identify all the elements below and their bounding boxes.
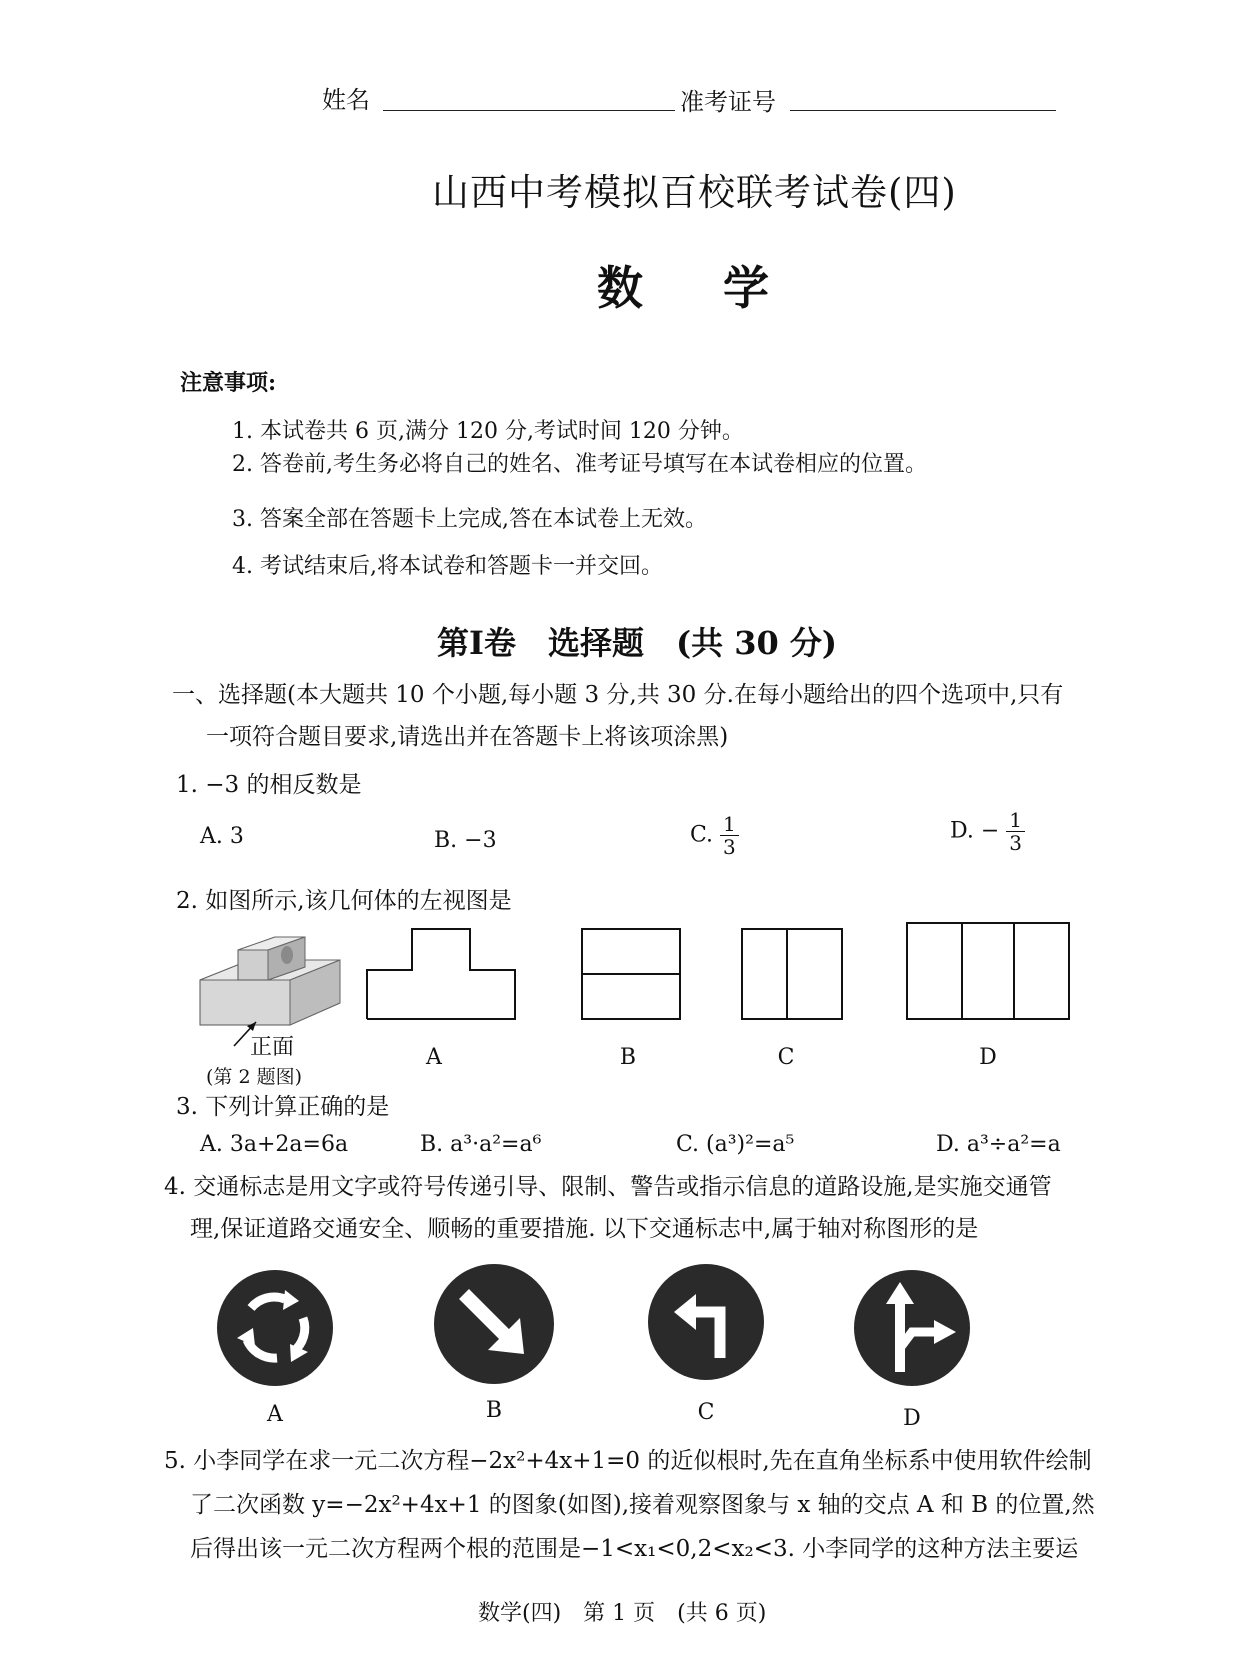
q3-option-d: D. a³÷a²=a	[936, 1132, 1061, 1157]
q2-stem: 2. 如图所示,该几何体的左视图是	[176, 888, 512, 914]
q4-stem-line2: 理,保证道路交通安全、顺畅的重要措施. 以下交通标志中,属于轴对称图形的是	[190, 1216, 979, 1242]
q4-label-b: B	[485, 1398, 503, 1423]
q2-option-c-figure	[741, 928, 843, 1020]
notice-heading: 注意事项:	[180, 370, 277, 396]
q4-label-a: A	[267, 1402, 283, 1427]
q4-label-d: D	[903, 1406, 921, 1431]
q4-stem-line1: 4. 交通标志是用文字或符号传递引导、限制、警告或指示信息的道路设施,是实施交通管	[164, 1174, 1052, 1200]
exam-title: 山西中考模拟百校联考试卷(四)	[432, 171, 957, 214]
part1-instruction-line1: 一、选择题(本大题共 10 个小题,每小题 3 分,共 30 分.在每小题给出的四个选项中,只有	[172, 682, 1064, 708]
q2-solid-figure	[190, 925, 350, 1045]
q1-option-d-prefix: D. −	[950, 818, 1000, 844]
q1-option-d-denominator: 3	[1009, 831, 1023, 855]
diagonal-arrow-icon	[432, 1262, 556, 1386]
part1-instruction-line2: 一项符合题目要求,请选出并在答题卡上将该项涂黑)	[206, 724, 729, 750]
q2-option-d-figure	[906, 922, 1070, 1020]
q1-stem: 1. −3 的相反数是	[176, 772, 362, 798]
q1-option-d	[950, 810, 1025, 853]
notice-item-2: 2. 答卷前,考生务必将自己的姓名、准考证号填写在本试卷相应的位置。	[232, 452, 927, 477]
q1-option-c-numerator: 1	[720, 814, 739, 836]
q2-label-a: A	[426, 1045, 442, 1070]
q2-option-a-figure	[366, 928, 516, 1020]
q1-option-b: B. −3	[434, 828, 497, 853]
q1-option-d-numerator: 1	[1006, 810, 1025, 832]
subject-title: 数学	[597, 261, 849, 315]
section-title: 第Ⅰ卷 选择题 (共 30 分)	[437, 624, 838, 662]
q3-option-a: A. 3a+2a=6a	[200, 1132, 349, 1157]
q1-option-c-fraction	[720, 814, 739, 857]
exam-id-field[interactable]	[790, 84, 1056, 111]
q1-option-c	[690, 814, 739, 857]
q3-option-b: B. a³·a²=a⁶	[420, 1132, 542, 1157]
straight-or-right-arrow-icon	[852, 1268, 972, 1388]
q5-stem-line1: 5. 小李同学在求一元二次方程−2x²+4x+1=0 的近似根时,先在直角坐标系中使用软件绘制	[164, 1448, 1092, 1474]
q5-stem-line3: 后得出该一元二次方程两个根的范围是−1<x₁<0,2<x₂<3. 小李同学的这种方法主要运	[190, 1536, 1079, 1562]
q4-label-c: C	[697, 1400, 715, 1425]
q2-option-b-figure	[581, 928, 681, 1020]
q3-stem: 3. 下列计算正确的是	[176, 1094, 390, 1120]
q1-option-d-fraction	[1006, 810, 1025, 853]
q2-front-label: 正面	[250, 1035, 295, 1060]
page-footer: 数学(四) 第 1 页 (共 6 页)	[478, 1601, 767, 1626]
q1-option-c-denominator: 3	[723, 835, 736, 859]
name-field[interactable]	[383, 84, 675, 111]
q5-stem-line2: 了二次函数 y=−2x²+4x+1 的图象(如图),接着观察图象与 x 轴的交点 A 和 B 的位置,然	[190, 1492, 1095, 1518]
q1-option-c-prefix: C.	[690, 822, 714, 848]
left-turn-arrow-icon	[646, 1262, 766, 1382]
notice-item-1: 1. 本试卷共 6 页,满分 120 分,考试时间 120 分钟。	[232, 419, 744, 444]
q2-label-d: D	[979, 1045, 997, 1070]
roundabout-icon	[215, 1268, 335, 1388]
notice-item-4: 4. 考试结束后,将本试卷和答题卡一并交回。	[232, 554, 663, 579]
q2-label-c: C	[777, 1045, 795, 1070]
name-label: 姓名	[322, 86, 370, 114]
q2-figure-caption: (第 2 题图)	[206, 1066, 302, 1088]
q1-option-a: A. 3	[200, 824, 244, 849]
q2-label-b: B	[619, 1045, 637, 1070]
q3-option-c: C. (a³)²=a⁵	[676, 1132, 795, 1157]
exam-id-label: 准考证号	[680, 88, 776, 116]
notice-item-3: 3. 答案全部在答题卡上完成,答在本试卷上无效。	[232, 507, 707, 532]
